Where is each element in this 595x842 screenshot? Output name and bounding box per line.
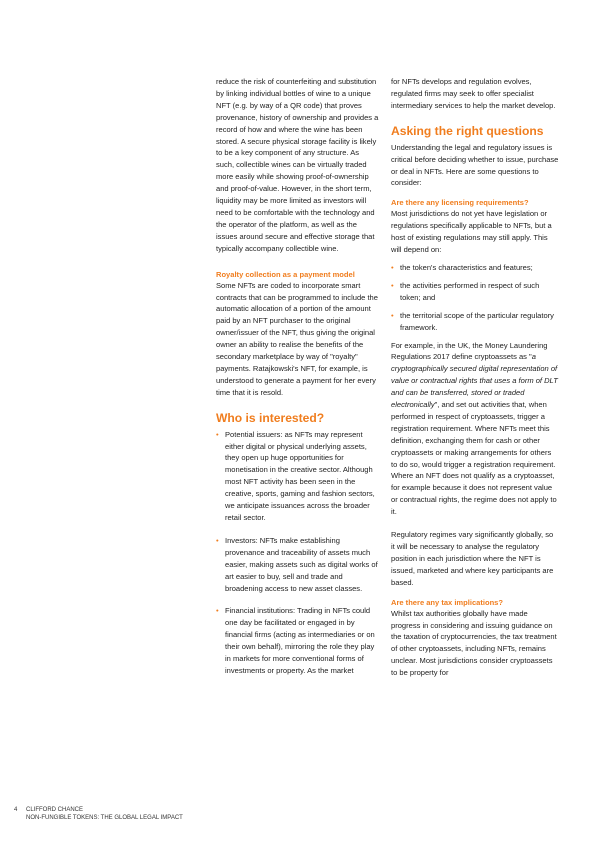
royalty-heading: Royalty collection as a payment model (216, 269, 355, 279)
list-item: • Financial institutions: Trading in NFTs could one day be facilitated or engaged in by financial firms (acting as intermediaries or on their own behalf), mirroring the role they play in markets for more conventional forms of investments or property. As the market (216, 606, 375, 675)
page-number: 4 (14, 807, 18, 813)
bullet-icon: • (216, 606, 219, 616)
bullet-icon: • (391, 262, 394, 272)
firm-name: CLIFFORD CHANCE (26, 807, 84, 813)
royalty-paragraph: Some NFTs are coded to incorporate smart contracts that can be programmed to include the automatic allocation of a portion of the amount paid by an NFT purchaser to the original owner/issuer of the NFT, thus giving the original owner an ability to realise the benefits of the secondary marketplace by way of "royalty" payments. Ratajkowski's NFT, for example, is understood to generate a payment for her every time that it is resold. (216, 280, 378, 397)
left-column (216, 76, 379, 677)
right-column (391, 76, 559, 679)
bullet-icon: • (391, 280, 394, 290)
questions-paragraph: Understanding the legal and regulatory issues is critical before deciding whether to issue, purchase or deal in NFTs. Here are some questions to consider: (391, 142, 559, 188)
continuation-paragraph: for NFTs develops and regulation evolves, regulated firms may seek to offer specialist intermediary services to help the market develop. (391, 77, 556, 110)
bullet-icon: • (391, 310, 394, 320)
uk-example-paragraph: For example, in the UK, the Money Laundering Regulations 2017 define cryptoassets as "a cryptographically secured digital representation of value or contractual rights that uses a form of DLT and can be transferred, stored or traded electronically", and set out activities that, when performed in respect of cryptoassets, trigger a registration requirement. Where NFTs meet this definition, exchanging them for cash or other cryptoassets or making arrangements for others to do so, would trigger a registration requirement. Where an NFT does not qualify as a cryptoasset, for example because it does not represent value or contractual rights, the regime does not apply to it. (391, 340, 558, 517)
list-item: • the territorial scope of the particular regulatory framework. (391, 310, 554, 332)
document-title: NON-FUNGIBLE TOKENS: THE GLOBAL LEGAL IMPACT (26, 814, 183, 821)
list-item: • Potential issuers: as NFTs may represent either digital or physical underlying assets, they open up huge opportunities for monetisation in the creative sector. Although most NFT activity has been seen in the creative, sports, gaming and fashion sectors, we anticipate issuances across the broader retail sector. (216, 429, 375, 522)
list-item: • Investors: NFTs make establishing provenance and traceability of assets much easier, making assets such as digital works of art easier to buy, sell and trade and broadening access to new asset classes. (216, 535, 378, 593)
licensing-heading: Are there any licensing requirements? (391, 198, 529, 208)
tax-heading: Are there any tax implications? (391, 597, 503, 607)
definition-quote: a cryptographically secured digital representation of value or contractual rights that uses a form of DLT and can be transferred, stored or traded electronically (391, 352, 558, 410)
list-item: • the token's characteristics and features; (391, 262, 533, 272)
bullet-icon: • (216, 535, 219, 545)
wine-paragraph: reduce the risk of counterfeiting and substitution by linking individual bottles of wine to a unique NFT (e.g. by way of a QR code) that proves provenance, history of ownership and provides a record of how and where the wine has been stored. A secure physical storage facility is likely to be a key component of any structure. As such, collectible wines can be virtually traded more easily while showing proof-of-ownership and proof-of-value. However, in the short term, liquidity may be more limited as investors will need to be comfortable with the technology and the operator of the platform, as well as the issues around secure and effective storage that typically accompany collectible wine. (216, 77, 379, 253)
list-item: • the activities performed in respect of such token; and (391, 280, 540, 302)
right-questions-heading: Asking the right questions (391, 123, 544, 138)
who-interested-heading: Who is interested? (216, 410, 325, 425)
tax-paragraph: Whilst tax authorities globally have made progress in considering and issuing guidance on the taxation of cryptocurrencies, the tax treatment of other cryptoassets, including NFTs, remains unclear. Most jurisdictions consider cryptoassets to be property for (391, 608, 557, 678)
bullet-icon: • (216, 429, 219, 439)
licensing-paragraph: Most jurisdictions do not yet have legislation or regulations specifically applicable to NFTs, but a host of existing regulations may still apply. This will depend on: (391, 209, 552, 255)
licensing-list (391, 262, 559, 334)
regimes-paragraph: Regulatory regimes vary significantly globally, so it will be necessary to analyse the regulatory position in each jurisdiction where the NFT is issued, marketed and where key participants are based. (391, 530, 554, 587)
page-footer (14, 807, 183, 822)
interested-list (216, 429, 379, 677)
